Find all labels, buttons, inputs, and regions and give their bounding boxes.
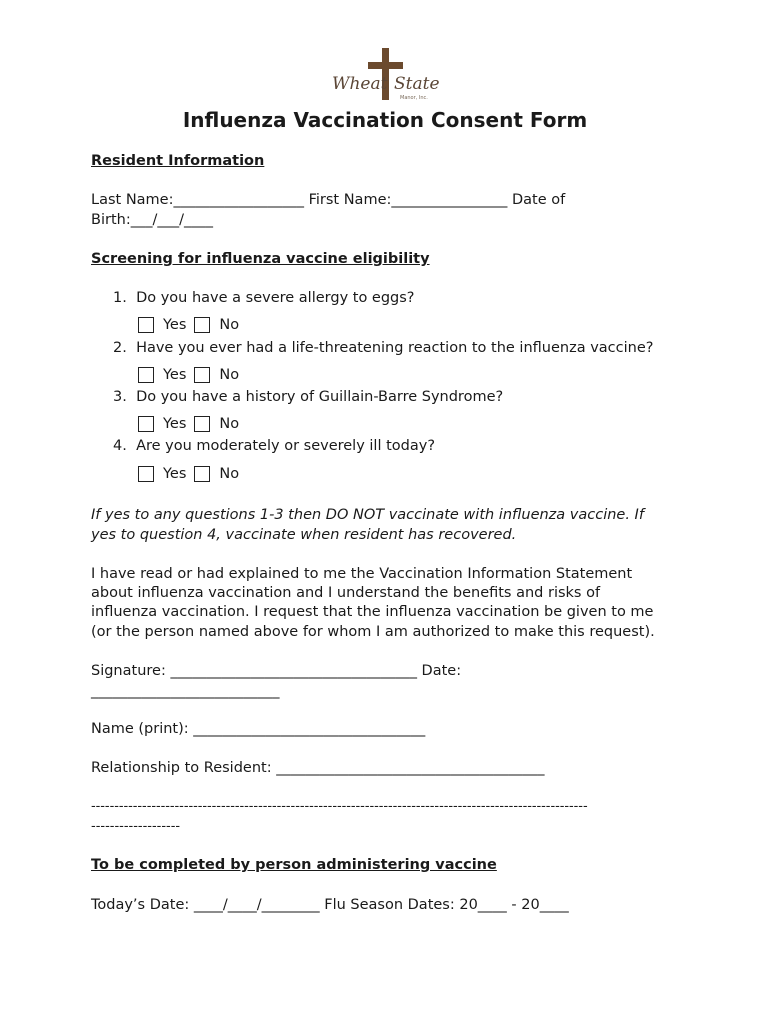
admin-section-heading: To be completed by person administering vaccine — [91, 857, 497, 873]
consent-text-line-3: influenza vaccination. I request that the influenza vaccination be given to me — [91, 604, 654, 620]
no-label: No — [219, 466, 240, 482]
yes-checkbox[interactable] — [138, 317, 154, 333]
separator-line-1: ----------------------------------------------------------------------------------------------------------- — [91, 799, 588, 814]
yes-label: Yes — [163, 466, 187, 482]
consent-text-line-2: about influenza vaccination and I understand the benefits and risks of — [91, 585, 601, 601]
question-4 — [113, 438, 435, 454]
no-label: No — [219, 367, 240, 383]
logo-word-wheat: Wheat — [332, 74, 388, 94]
no-label: No — [219, 317, 240, 333]
no-label: No — [219, 416, 240, 432]
question-2-options — [138, 367, 247, 383]
page-title: Influenza Vaccination Consent Form — [182, 108, 588, 132]
question-2 — [113, 340, 653, 356]
birth-date-field[interactable]: Birth:___/___/____ — [91, 212, 213, 228]
question-text: Do you have a severe allergy to eggs? — [136, 290, 415, 306]
no-checkbox[interactable] — [194, 317, 210, 333]
logo-subtext: Manor, Inc. — [400, 95, 428, 101]
no-checkbox[interactable] — [194, 466, 210, 482]
question-number: 1. — [113, 290, 127, 306]
relationship-field[interactable]: Relationship to Resident: _____________________________________ — [91, 760, 545, 776]
instruction-note-line-1: If yes to any questions 1-3 then DO NOT vaccinate with influenza vaccine. If — [91, 507, 644, 523]
no-checkbox[interactable] — [194, 367, 210, 383]
cross-icon-horizontal — [368, 62, 403, 69]
yes-label: Yes — [163, 317, 187, 333]
question-1 — [113, 290, 415, 306]
question-number: 2. — [113, 340, 127, 356]
question-text: Do you have a history of Guillain-Barre Syndrome? — [136, 389, 504, 405]
consent-text-line-1: I have read or had explained to me the Vaccination Information Statement — [91, 566, 633, 582]
admin-dates-line[interactable]: Today’s Date: ____/____/________ Flu Season Dates: 20____ - 20____ — [91, 897, 569, 913]
name-print-field[interactable]: Name (print): ________________________________ — [91, 721, 426, 737]
date-field-blank[interactable]: __________________________ — [91, 683, 280, 699]
signature-field[interactable]: Signature: __________________________________ Date: — [91, 663, 462, 679]
name-fields-line[interactable]: Last Name:__________________ First Name:________________ Date of — [91, 192, 566, 208]
question-1-options — [138, 317, 247, 333]
question-3 — [113, 389, 503, 405]
wheat-state-logo — [330, 48, 440, 104]
no-checkbox[interactable] — [194, 416, 210, 432]
logo-word-state: State — [394, 74, 440, 94]
screening-heading: Screening for influenza vaccine eligibility — [91, 251, 430, 267]
question-3-options — [138, 416, 247, 432]
yes-checkbox[interactable] — [138, 416, 154, 432]
instruction-note-line-2: yes to question 4, vaccinate when resident has recovered. — [91, 527, 517, 543]
yes-label: Yes — [163, 367, 187, 383]
question-number: 3. — [113, 389, 127, 405]
separator-line-2: ------------------- — [91, 819, 181, 834]
yes-label: Yes — [163, 416, 187, 432]
yes-checkbox[interactable] — [138, 466, 154, 482]
question-4-options — [138, 466, 247, 482]
consent-text-line-4: (or the person named above for whom I am authorized to make this request). — [91, 624, 655, 640]
question-text: Have you ever had a life-threatening reaction to the influenza vaccine? — [136, 340, 654, 356]
yes-checkbox[interactable] — [138, 367, 154, 383]
question-number: 4. — [113, 438, 127, 454]
resident-info-heading: Resident Information — [91, 153, 265, 169]
question-text: Are you moderately or severely ill today? — [136, 438, 436, 454]
